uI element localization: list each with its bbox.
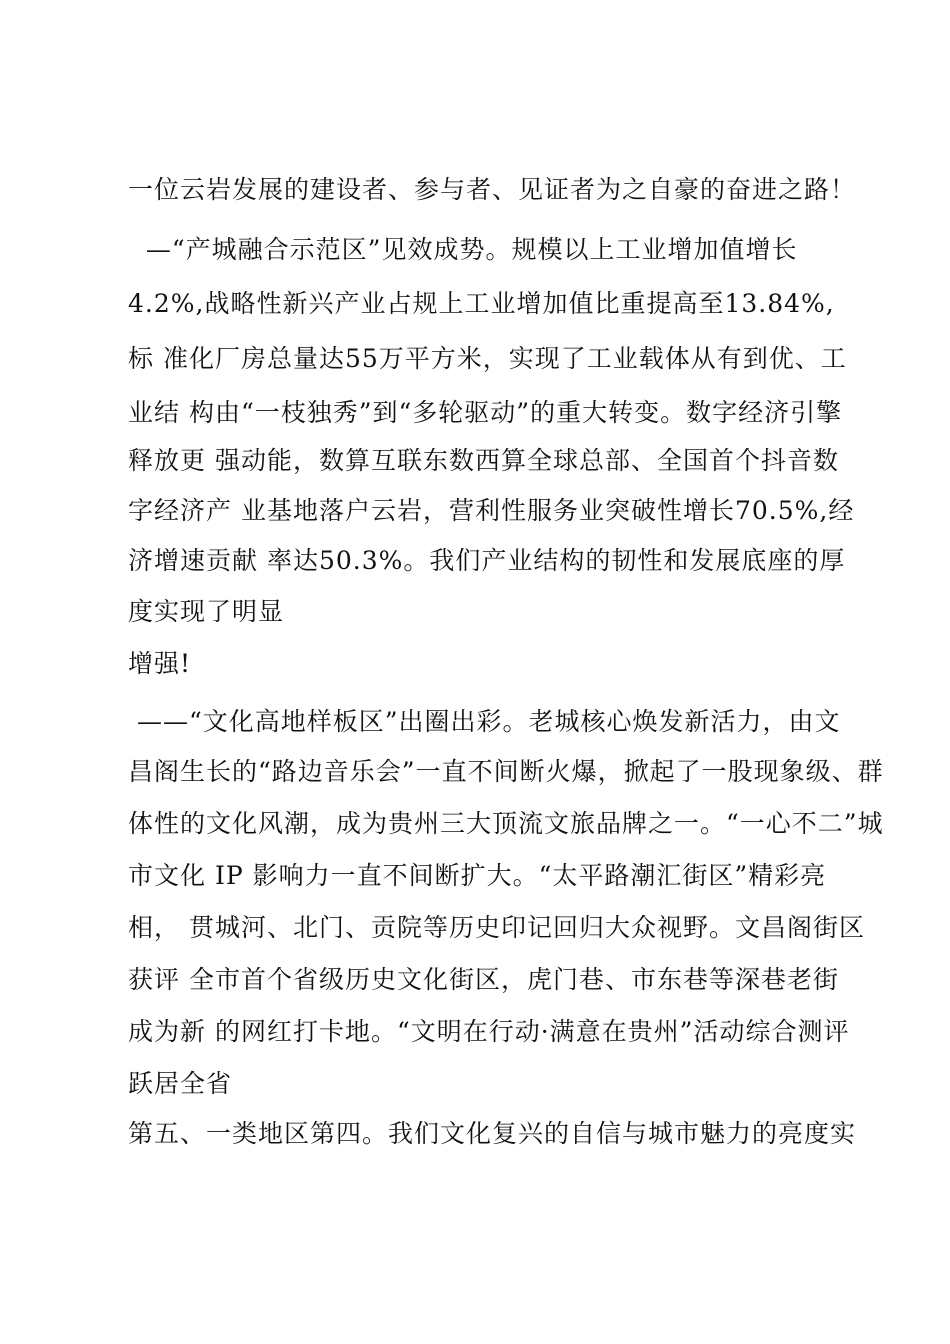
text-line: 标 准化厂房总量达55万平方米，实现了工业载体从有到优、工 [128, 344, 847, 373]
text-line: 相， 贯城河、北门、贡院等历史印记回归大众视野。文昌阁街区 [128, 913, 865, 942]
text-line: 成为新 的网红打卡地。“文明在行动·满意在贵州”活动综合测评 [128, 1017, 850, 1046]
text-line: ——“文化高地样板区”出圈出彩。老城核心焕发新活力，由文 [128, 707, 841, 736]
text-line: 济增速贡献 率达50.3%。我们产业结构的韧性和发展底座的厚 [128, 546, 846, 575]
text-line: 市文化 IP 影响力一直不间断扩大。“太平路潮汇街区”精彩亮 [128, 861, 827, 890]
text-line: 昌阁生长的“路边音乐会”一直不间断火爆，掀起了一股现象级、群 [128, 757, 884, 786]
text-line: 第五、一类地区第四。我们文化复兴的自信与城市魅力的亮度实 [128, 1119, 857, 1148]
text-line: 业结 构由“一枝独秀”到“多轮驱动”的重大转变。数字经济引擎 [128, 398, 843, 427]
text-line: 获评 全市首个省级历史文化街区，虎门巷、市东巷等深巷老街 [128, 965, 839, 994]
text-line: 4.2%,战略性新兴产业占规上工业增加值比重提高至13.84%, [128, 289, 835, 318]
text-line: 增强! [128, 649, 192, 678]
text-line: 跃居全省 [128, 1069, 233, 1098]
text-line: 字经济产 业基地落户云岩，营利性服务业突破性增长70.5%,经 [128, 496, 855, 525]
text-line: 体性的文化风潮，成为贵州三大顶流文旅品牌之一。“一心不二”城 [128, 809, 884, 838]
text-line: 度实现了明显 [128, 597, 285, 626]
text-line: 一位云岩发展的建设者、参与者、见证者为之自豪的奋进之路！ [128, 175, 857, 204]
text-line: 释放更 强动能，数算互联东数西算全球总部、全国首个抖音数 [128, 446, 839, 475]
text-line: —“产城融合示范区”见效成势。规模以上工业增加值增长 [128, 235, 798, 264]
